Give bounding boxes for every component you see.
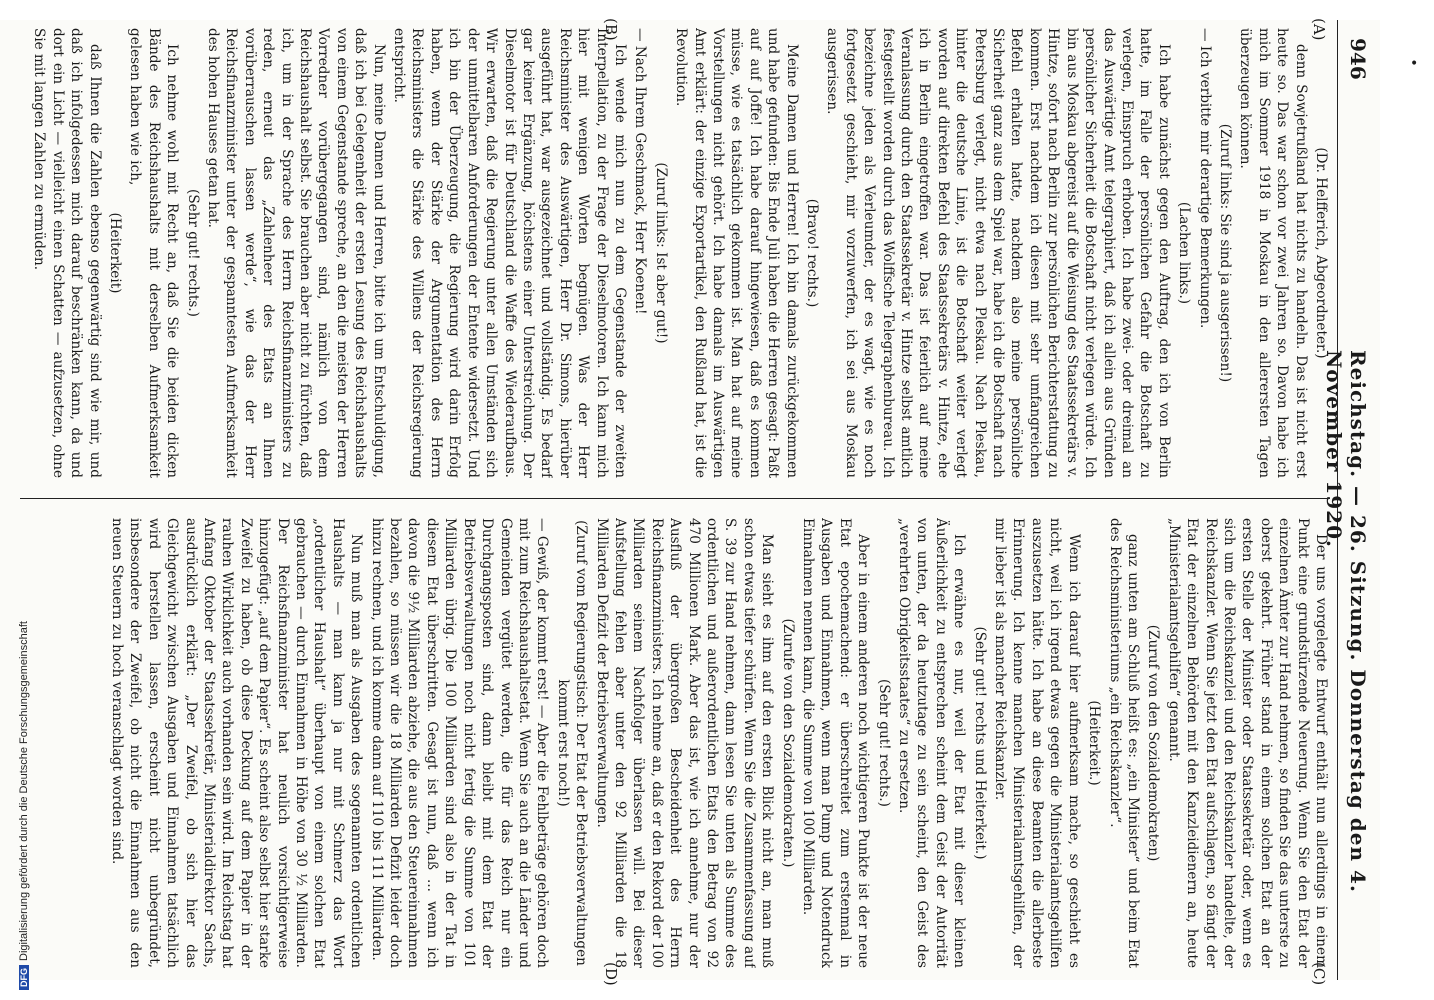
paragraph: Ich habe zunächst gegen den Auftrag, den ich von Berlin hatte, im Falle der persönlichen Gefahr die Botschaft zu verlegen, Einspruch erhoben. Ich habe zwei- oder dreimal an das Auswärtige Amt telegraphiert, daß ich allein aus Gründen persönlicher Sicherheit die Botschaft nicht verlegen würde. Ich bin aus Moskau abgereist auf die Weisung des Staatssekretärs v. Hintze, sofort nach Berlin zur persönlichen Berichterstattung zu kommen. Erst nachdem ich diesen mit sehr umfangreichen Befehl erhalten hatte, nachdem also meine persönliche Sicherheit ganz aus dem Spiel war, habe ich die Botschaft nach Petersburg verlegt, nicht etwa nach Pleskau. Nach Pleskau, hinter die deutsche Linie, ist die Botschaft weiter verlegt worden auf direkten Befehl des Staatssekretärs v. Hintze, ehe ich in Berlin eingetroffen war. Das ist feierlich auf meine Veranlassung durch den Staatssekretär v. Hintze selbst amtlich festgestellt worden durch das Wolffsche Telegraphenbureau. Ich bezeichne jeden als Verleumder, der es wagt, wie es noch fortgesetzt geschieht, mir vorzuwerfen, ich sei aus Moskau ausgerissen.: [824, 28, 1172, 478]
page-number: 946: [1346, 38, 1370, 80]
paragraph: — Gewiß, der kommt erst! — Aber die Fehlbeträge gehören doch mit zum Reichshaushaltsetat. Wenn Sie auch an die Länder und Gemeinden vergütet werden, die für das Reich nur ein Durchgangsposten sind, dann bleibt mit dem Etat der Betriebsverwaltungen noch nicht fertig die Summe von 101 Milliarden übrig. Die 100 Milliarden sind also in der Tat in diesem Etat überschritten. Gesagt ist nun, daß ... wenn ich davon die 9½ Milliarden abziehe, die aus den Steuereinnahmen bezahlen, so müssen wir die 18 Milliarden Defizit leider doch hinzu rechnen, und ich komme dann auf 110 bis 111 Milliarden.: [368, 518, 551, 968]
right-column: [20, 518, 1330, 968]
paragraph: (Sehr gut! rechts und Heiterkeit.): [971, 626, 988, 860]
paragraph: daß Ihnen die Zahlen ebenso gegenwärtig sind wie mir, und daß ich infolgedessen mich darauf beschränken kann, da und dort ein Licht — vielleicht einen Schatten — aufzusetzen, ohne Sie mit langen Zahlen zu ermüden.: [31, 28, 103, 478]
paragraph: (Heiterkeit.): [1086, 700, 1103, 786]
paragraph: (Zuruf von den Sozialdemokraten): [1145, 624, 1162, 862]
paragraph: (Dr. Helfferich, Abgeordneter.): [1313, 147, 1329, 359]
column-divider: [20, 498, 1330, 499]
paragraph: (Zuruf vom Regierungstisch: Der Etat der Betriebsverwaltungen kommt erst noch!): [554, 520, 590, 966]
paragraph: Der uns vorgelegte Entwurf enthält nun allerdings in einem Punkt eine grundstürzende Neuerung. Wenn Sie den Etat der einzelnen Ämter zur Hand nehmen, so finden Sie das unterste zu oberst gekehrt. Früher stand in einem solchen Etat an der ersten Stelle der Minister oder Staatssekretär oder, wenn es sich um die Reichskanzlei und den Reichskanzler handelte, der Reichskanzler. Wenn Sie jetzt den Etat aufschlagen, so fängt der Etat der einzelnen Behörden mit den Kanzleidienern an, heute „Ministerialamtsgehilfen“ genannt.: [1165, 518, 1329, 968]
paragraph: (Zurufe von den Sozialdemokraten.): [779, 618, 796, 868]
paragraph: denn Sowjetrußland hat nichts zu handeln. Das ist nicht erst heute so. Das war schon vor zwei Jahren so. Davon habe ich mich im Sommer 1918 in Moskau in den allerersten Tagen überzeugen können.: [1237, 28, 1309, 478]
paragraph: Nun muß man als Ausgaben des sogenannten ordentlichen Haushalts — man kann ja nur mit Schmerz das Wort „ordentlicher Haushalt“ überhaupt von einem solchen Etat gebrauchen — durch Einnahmen in Höhe von 30 ½ Milliarden. Der Reichsfinanzminister hat neulich vorsichtigerweise hinzugefügt: „auf dem Papier“. Es scheint also selbst hier starke Zweifel zu haben, ob diese Deckung auf dem Papier in der rauhen Wirklichkeit auch vorhanden sein wird. Im Reichstag hat Anfang Oktober der Staatssekretär, Ministerialdirektor Sachs, ausdrücklich erklärt: „Der Zweifel, ob sich hier das Gleichgewicht zwischen Ausgaben und Einnahmen tatsächlich wird herstellen lassen, erscheint nicht unbegründet, insbesondere der Zweifel, ob nicht die Einnahmen aus den neuen Steuern zu hoch veranschlagt worden sind.: [109, 518, 365, 968]
paragraph: Man sieht es ihm auf den ersten Blick nicht an, man muß schon etwas tiefer schürfen. Wenn Sie die Zusammenfassung auf S. 39 zur Hand nehmen, dann lesen Sie unten als Summe des ordentlichen und außerordentlichen Etats den Betrag von 92 470 Millionen Mark. Aber das ist, wie ich annehme, nur der Ausfluß der übergroßen Bescheidenheit des Herrn Reichsfinanzministers. Ich nehme an, daß er den Rekord der 100 Milliarden seinem Nachfolger überlassen will. Bei dieser Aufstellung fehlen aber unter den 92 Milliarden die 18 Milliarden Defizit der Betriebsverwaltungen.: [593, 518, 776, 968]
paragraph: — Ich verbitte mir derartige Bemerkungen.: [1196, 28, 1213, 329]
paragraph: (Sehr gut! rechts.): [875, 679, 892, 807]
rotated-page: [0, 18, 1380, 986]
page-title: Reichstag. — 26. Sitzung. Donnerstag den 4. November 1920.: [1322, 350, 1370, 893]
paragraph: (Zuruf links: Ist aber gut!): [652, 162, 669, 344]
paragraph: (Lachen links.): [1176, 201, 1193, 305]
paragraph: Ich erwähne es nur, weil der Etat mit dieser kleinen Äußerlichkeit zu entsprechen scheint dem Geist der Autorität von unten, der da heutzutage zu sein scheint, den Geist des „verehrten Obrigkeitsstaates“ zu ersetzen.: [896, 518, 968, 968]
footer: [4, 0, 30, 1000]
paragraph: (Zuruf links: Sie sind ja ausgerissen!): [1216, 123, 1233, 383]
paragraph: (Heiterkeit): [107, 212, 123, 294]
page-header: [1322, 20, 1380, 980]
paragraph: — Nach Ihrem Geschmack, Herr Koenen!: [632, 28, 649, 315]
paragraph: Meine Damen und Herren! Ich bin damals zurückgekommen und habe gefunden: Bis Ende Juli haben die Herren gesagt: Paßt auf auf Joffe! Ich habe darauf hingewiesen, daß es kommen müsse, wie es tatsächlich gekommen ist. Man hat auf meine Vorstellungen nicht gehört. Ich habe damals im Auswärtigen Amt erklärt: der einzige Exportartikel, den Rußland hat, ist die Revolution.: [673, 28, 800, 478]
paragraph: Aber in einem anderen noch wichtigeren Punkte ist der neue Etat epochemachend: er überschreitet zum erstenmal in Ausgaben und Einnahmen, wenn man Pump und Notendruck Einnahmen nennen kann, die Summe von 100 Milliarden.: [800, 518, 872, 968]
paragraph: Ich nehme wohl mit Recht an, daß Sie die beiden dicken Bände des Reichshaushalts mit derselben Aufmerksamkeit gelesen haben wie ich,: [127, 28, 181, 478]
paragraph: Ich wende mich nun zu dem Gegenstande der zweiten Interpellation, zu der Frage der Dieselmotoren. Ich kann mich hier mit wenigen Worten begnügen. Was der Herr Reichsminister des Auswärtigen, Herr Dr. Simons, hierüber ausgeführt hat, war ausgezeichnet und vollständig. Es bedarf gar keiner Ergänzung, höchstens einer Unterstreichung. Der Dieselmotor ist für Deutschland die Waffe des Wiederaufbaus. Wir erwarten, daß die Regierung unter allen Umständen sich der unmittelbaren Anforderungen der Entente widersetzt. Und ich bin der Überzeugung, die Regierung wird darin Erfolg haben, wenn der Stärke der Argumentation des Herrn Reichsministers die Stärke des Willens der Reichsregierung entspricht.: [391, 28, 628, 478]
paragraph: Wenn ich darauf hier aufmerksam mache, so geschieht es nicht, weil ich irgend etwas gegen die Ministerialamtsgehilfen auszusetzen hätte. Ich habe an diese Beamten die allerbeste Erinnerung. Ich kenne manchen Ministerialamtsgehilfen, der mir lieber ist als mancher Reichskanzler.: [992, 518, 1082, 968]
left-column: [20, 28, 1330, 478]
paragraph: ganz unten am Schluß heißt es: „ein Minister“ und beim Etat des Reichsministeriums „ein Reichskanzler“.: [1106, 518, 1141, 968]
paragraph: Nun, meine Damen und Herren, bitte ich um Entschuldigung, daß ich bei Gelegenheit der ersten Lesung des Reichshaushalts von einem Gegenstande spreche, an den die meisten der Herren Vorredner vorübergegangen sind, nämlich von dem Reichshaushalt selbst. Sie brauchen aber nicht zu fürchten, daß ich, um in der Sprache des Herrn Reichsfinanzministers zu reden, erneut das „Zahlenheer des Etats an Ihnen vorüberrauschen lassen werde“, wie das der Herr Reichsfinanzminister unter der gespanntesten Aufmerksamkeit des hohen Hauses getan hat.: [205, 28, 387, 478]
margin-marker-d: (D): [602, 962, 620, 986]
margin-marker-a: (A): [1310, 18, 1328, 41]
footer-credit: Digitalisierung gefördert durch die Deutsche Forschungsgemeinschaft: [18, 621, 30, 961]
margin-marker-b: (B): [602, 18, 620, 41]
dfg-logo-icon: DFG: [19, 965, 29, 990]
paragraph: (Sehr gut! rechts.): [184, 189, 201, 317]
margin-marker-c: (C): [1310, 962, 1328, 986]
footer-text-wrapper: [18, 30, 34, 990]
paragraph: (Bravo! rechts.): [804, 198, 821, 308]
ink-dot: •: [1410, 56, 1419, 72]
